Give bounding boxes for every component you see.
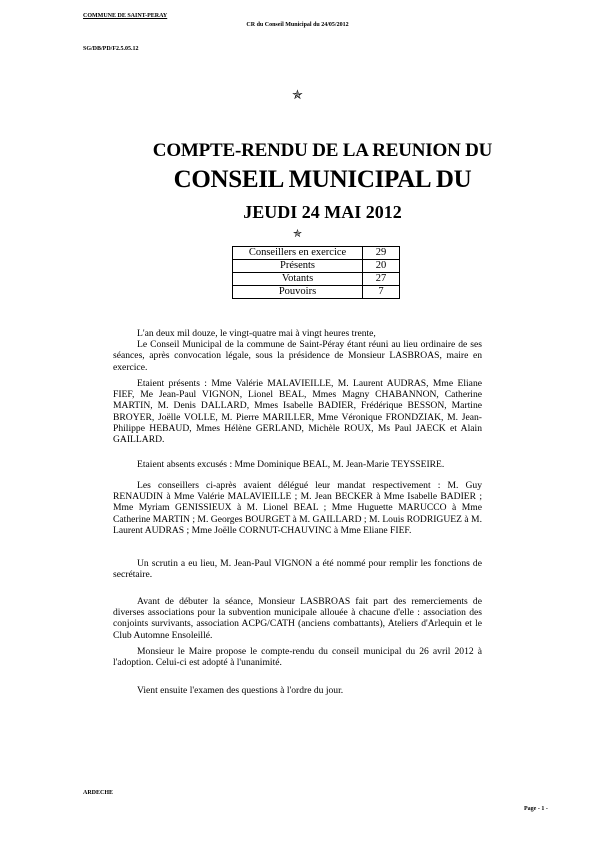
paragraph-proxies-text: Les conseillers ci-après avaient délégué leur mandat respectivement : M. Guy RENAUDIN à Mme Valérie MALAVIEILLE ; M. Jean BECKER à Mme Isabelle BADIER ; Mme Myriam GENISSIEUX à M. Lionel BEAL ; Mme Huguette MARUCCO à Mme Catherine MARTIN ; M. Georges BOURGET à M. GAILLARD ; M. Louis RODRIGUEZ à M. Laurent AUDRAS ; Mme Joëlle CORNUT-CHAUVINC à Mme Eliane FIEF. — [113, 480, 482, 536]
table-cell-value: 27 — [363, 273, 400, 286]
paragraph-thanks — [113, 596, 482, 641]
paragraph-opening: L'an deux mil douze, le vingt-quatre mai à vingt heures trente, — [137, 328, 376, 339]
header-commune: COMMUNE DE SAINT-PERAY — [83, 13, 168, 19]
table-row — [233, 273, 400, 286]
paragraph-absent-text: Etaient absents excusés : Mme Dominique BEAL, M. Jean-Marie TEYSSEIRE. — [137, 459, 445, 470]
paragraph-agenda-text: Vient ensuite l'examen des questions à l'ordre du jour. — [137, 685, 344, 696]
table-cell-label: Pouvoirs — [233, 286, 363, 299]
attendance-table — [232, 246, 400, 299]
paragraph-absent — [113, 459, 482, 470]
table-cell-label: Conseillers en exercice — [233, 247, 363, 260]
table-cell-label: Votants — [233, 273, 363, 286]
paragraph-convocation: Le Conseil Municipal de la commune de Saint-Péray étant réuni au lieu ordinaire de ses séances, après convocation légale, sous la présidence de Monsieur LASBROAS, maire en exercice. — [113, 339, 482, 373]
header-title: CR du Conseil Municipal du 24/05/2012 — [246, 22, 349, 28]
table-cell-value: 20 — [363, 260, 400, 273]
star-ornament-icon: ✯ — [292, 228, 303, 240]
paragraph-agenda — [113, 685, 482, 696]
table-row — [233, 260, 400, 273]
paragraph-secretary-text: Un scrutin a eu lieu, M. Jean-Paul VIGNON a été nommé pour remplir les fonctions de secrétaire. — [113, 558, 482, 581]
table-row — [233, 286, 400, 299]
session-intro — [113, 328, 482, 373]
paragraph-adoption-text: Monsieur le Maire propose le compte-rendu du conseil municipal du 26 avril 2012 à l'adoption. Celui-ci est adopté à l'unanimité. — [113, 646, 482, 669]
paragraph-thanks-text: Avant de débuter la séance, Monsieur LASBROAS fait part des remerciements de diverses associations pour la subvention municipale allouée à chacune d'elle : association des conjoints survivants, association ACPG/CATH (anciens combattants), Ateliers d'Arlequin et le Club Automne Ensoleillé. — [113, 596, 482, 641]
document-title-date: JEUDI 24 MAI 2012 — [243, 202, 402, 222]
table-cell-value: 29 — [363, 247, 400, 260]
paragraph-adoption — [113, 646, 482, 668]
table-cell-value: 7 — [363, 286, 400, 299]
paragraph-present — [113, 378, 482, 445]
paragraph-secretary — [113, 558, 482, 580]
document-title-line2: CONSEIL MUNICIPAL DU — [173, 166, 472, 193]
table-cell-label: Présents — [233, 260, 363, 273]
header-reference: SG/DB/PD/F2.5.05.12 — [83, 46, 139, 52]
page-number: Page - 1 - — [524, 806, 548, 812]
paragraph-present-text: Etaient présents : Mme Valérie MALAVIEILLE, M. Laurent AUDRAS, Mme Eliane FIEF, Me Jean-Paul VIGNON, Lionel BEAL, Mmes Magny CHABANNON, Catherine MARTIN, M. Denis DALLARD, Mmes Isabelle BADIER, Frédérique BESSON, Martine BROYER, Joëlle VOLLE, M. Pierre MARILLER, Mme Véronique FRONDZIAK, M. Jean-Philippe HEBAUD, Mmes Hélène GERLAND, Michèle ROUX, Ms Paul JAECK et Alain GAILLARD. — [113, 378, 482, 446]
footer-department: ARDECHE — [83, 790, 114, 796]
star-ornament-icon: ✯ — [292, 87, 303, 102]
table-row — [233, 247, 400, 260]
document-title-line1: COMPTE-RENDU DE LA REUNION DU — [152, 140, 493, 161]
paragraph-proxies — [113, 480, 482, 536]
